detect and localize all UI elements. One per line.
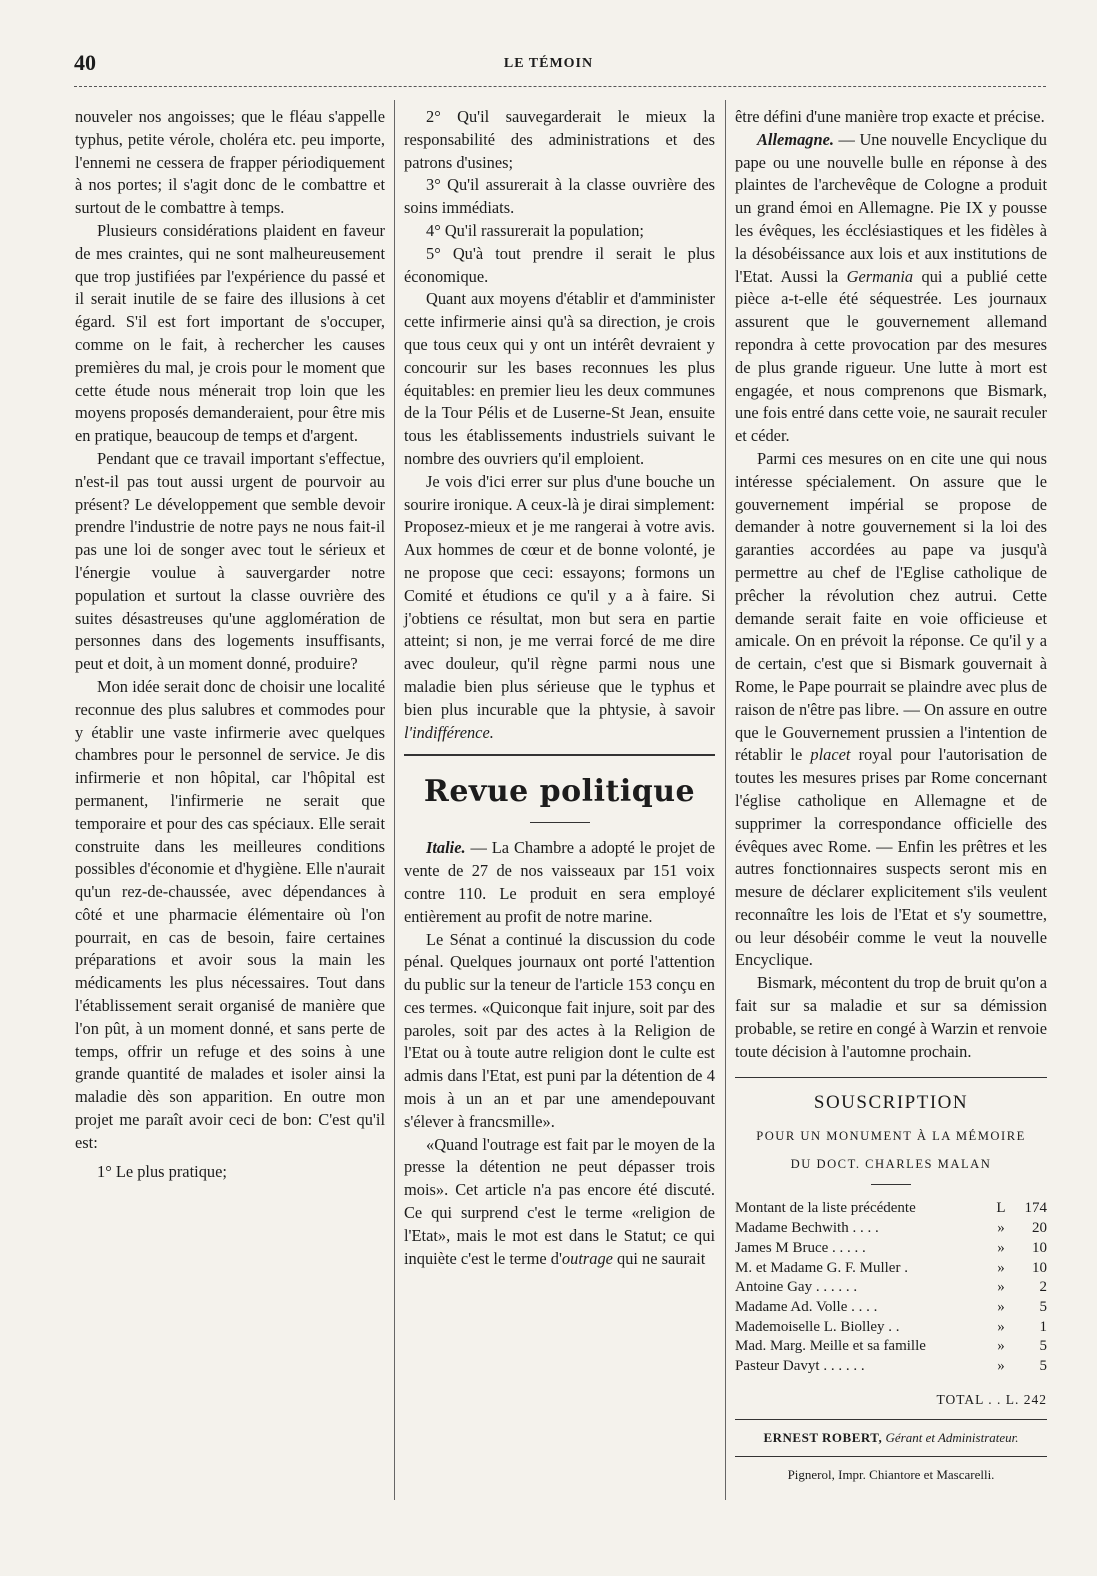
paragraph: 3° Qu'il assurerait à la classe ouvrière des soins immédiats.: [404, 175, 715, 218]
printer-credit: Pignerol, Impr. Chiantore et Mascarelli.: [787, 1466, 995, 1482]
subscription-list: [735, 1199, 1047, 1376]
paragraph-text: Parmi ces mesures on en cite une qui nous intéresse spécialement. On assure que le gouvernement impérial se propose de demander à notre gouvernement si la loi des garanties accordées au pape va jusqu'à permettre au chef de l'Eglise catholique de prêcher la révolution chez autrui. Cette demande serait faite en voie officieuse et amicale. On en prévoit la réponse. Ce qu'il y a de certain, c'est que si Bismark gouvernait à Rome, le Pape pourrait se plaindre avec plus de raison de n'être pas libre. — On assure en outre que le Gouvernement prussien a l'intention de rétablir le: [735, 448, 1047, 765]
donor-mark: L: [996, 1200, 1006, 1217]
paragraph: être défini d'une manière trop exacte et précise.: [735, 107, 1045, 126]
donor-mark: »: [997, 1358, 1005, 1375]
donor-name: James M Bruce . . . . .: [735, 1239, 866, 1256]
emphasis: outrage: [561, 1248, 613, 1268]
paragraph: Mon idée serait donc de choisir une localité reconnue des plus salubres et commodes pour y établir une vaste infirmerie avec quelques chambres pour le personnel de service. Je dis infirmerie et non hôpital, car l'hôpital est permanent, l'infirmerie ne serait que temporaire et pour des cas spéciaux. Elle serait construite dans les meilleures conditions possibles d'économie et d'hygiène. Elle n'aurait qu'un rez-de-chaussée, avec dépendances à côté et une pharmacie élémentaire où l'on pourrait, en cas de besoin, faire certaines préparations et avoir sous la main les médicaments les plus nécessaires. Tout dans l'établissement serait organisé de manière que l'on pût, à un moment donné, et sans perte de temps, offrir un refuge et des soins à une grande quantité de malades et isoler ainsi la maladie dès son apparition. En outre mon projet me paraît avoir ceci de bon: C'est qu'il est:: [75, 676, 385, 1152]
subscription-subtitle: POUR UN MONUMENT À LA MÉMOIRE: [756, 1129, 1026, 1144]
list-item: [735, 1298, 1047, 1318]
paragraph: 4° Qu'il rassurerait la population;: [426, 220, 644, 240]
donor-amount: 10: [1032, 1239, 1047, 1256]
column-3: [735, 106, 1047, 1485]
paragraph-text: «Quand l'outrage est fait par le moyen de la presse la détention ne peut dépasser trois mois». Cet article n'a pas encore été discuté. Ce qui surprend c'est le terme «religion de l'Etat», mais le mot est dans le Statut; ce qui inquiète c'est le terme d': [404, 1134, 715, 1268]
list-item: [735, 1239, 1047, 1259]
paragraph-text: qui a publié cette pièce a-t-elle été séquestrée. Les journaux assurent que le gouvernement allemand repondra à cette provocation par des mesures de plus grande rigueur. Une lutte à mort est engagée, et nous comprenons que Bismark, une fois entré dans cette voie, ne saurait reculer et céder.: [735, 266, 1048, 446]
paragraph-text: Je vois d'ici errer sur plus d'une bouche un sourire ironique. A ceux-là je dirai simplement: Proposez-mieux et je me rangerai à votre avis. Aux hommes de cœur et de bonne volonté, je ne propose que ceci: essayons; formons un Comité et étudions ce qu'il y a à faire. Si j'obtiens ce résultat, mon but sera en partie atteint; si non, je me verrai forcé de me dire avec douleur, qu'il règne parmi nous une maladie bien plus sérieuse que le typhus et bien plus incurable que la phtysie, à savoir: [404, 471, 715, 719]
paragraph: [735, 129, 1047, 448]
donor-amount: 2: [1039, 1279, 1047, 1296]
donor-name: Mademoiselle L. Biolley . .: [735, 1318, 900, 1335]
column-divider: [394, 100, 395, 1500]
list-item: [735, 1357, 1047, 1377]
paragraph-text: — Une nouvelle Encyclique du pape ou une nouvelle bulle en réponse à des plaintes de l'archevêque de Cologne a produit un grand émoi en Allemagne. Pie IX y pousse les évêques, les écclésiastiques et les fidèles à la désobéissance aux lois et aux institutions de l'Etat. Aussi la: [735, 129, 1047, 286]
donor-mark: »: [997, 1259, 1005, 1276]
title-rule: [530, 822, 590, 823]
subscription-title: SOUSCRIPTION: [813, 1092, 969, 1114]
list-item: [735, 1219, 1047, 1239]
donor-amount: 174: [1024, 1200, 1047, 1217]
donor-amount: 5: [1039, 1298, 1047, 1315]
donor-name: Mad. Marg. Meille et sa famille: [735, 1338, 926, 1355]
donor-mark: »: [997, 1318, 1005, 1335]
section-title: Revue politique: [423, 774, 696, 810]
emphasis: Germania: [846, 266, 914, 286]
list-item: [735, 1199, 1047, 1219]
section-rule: [735, 1077, 1047, 1078]
emphasis: placet: [810, 745, 851, 765]
donor-mark: »: [997, 1279, 1005, 1296]
donor-name: Pasteur Davyt . . . . . .: [735, 1358, 865, 1375]
article-end-rule: [404, 754, 715, 756]
paragraph: 2° Qu'il sauvegarderait le mieux la responsabilité des administrations et des patrons d'usines;: [404, 107, 715, 172]
manager-credit: [735, 1428, 1047, 1448]
donor-amount: 10: [1032, 1259, 1047, 1276]
donor-name: Montant de la liste précédente: [735, 1200, 916, 1217]
country-heading: Italie.: [426, 838, 466, 858]
paragraph: Pendant que ce travail important s'effectue, n'est-il pas tout aussi urgent de pourvoir au présent? Le développement que semble devoir prendre l'industrie de notre pays ne nous fait-il pas une loi de songer avec tout le sérieux et l'énergie voulue à sauvergarder notre population et surtout la classe ouvrière des suites désastreuses qu'une agglomération de personnes dans des logements insuffisants, peut et doit, à un moment donné, produire?: [75, 448, 385, 674]
donor-name: Madame Bechwith . . . .: [735, 1220, 879, 1237]
column-divider: [725, 100, 726, 1500]
list-item: [735, 1278, 1047, 1298]
subscription-subtitle: DU DOCT. CHARLES MALAN: [790, 1157, 992, 1172]
donor-name: Madame Ad. Volle . . . .: [735, 1298, 878, 1315]
footer-rule: [735, 1456, 1047, 1457]
list-item: [735, 1318, 1047, 1338]
page-number: 40: [74, 50, 96, 75]
donor-name: Antoine Gay . . . . . .: [735, 1279, 858, 1296]
list-item: [735, 1259, 1047, 1279]
paragraph: Le Sénat a continué la discussion du code pénal. Quelques journaux ont porté l'attention du public sur la teneur de l'article 153 conçu en ces termes. «Quiconque fait injure, soit par des paroles, soit par des actes à la Religion de l'Etat ou à toute autre religion dont le culte est admis dans l'Etat, est puni par la détention de 4 mois à un an et par une amendepouvant s'élever à francsmille».: [404, 929, 715, 1131]
donor-mark: »: [997, 1338, 1005, 1355]
paragraph-text: qui ne saurait: [612, 1248, 706, 1268]
donor-amount: 5: [1039, 1358, 1047, 1375]
donor-amount: 20: [1032, 1220, 1047, 1237]
paragraph: Plusieurs considérations plaident en faveur de mes craintes, qui ne sont malheureusement que trop justifiées par l'expérience du passé et il serait inutile de se faire des illusions à cet égard. S'il est fort important de s'occuper, comme on le fait, à rechercher les causes premières du mal, je crois pour le moment que cette étude nous ménerait trop loin que les moyens proposés demanderaient, pour être mis en pratique, beaucoup de temps et d'argent.: [75, 220, 385, 446]
header-rule: [74, 86, 1046, 87]
paragraph: 5° Qu'à tout prendre il serait le plus économique.: [404, 243, 715, 286]
running-head: LE TÉMOIN: [503, 56, 594, 71]
donor-name: M. et Madame G. F. Muller .: [735, 1259, 908, 1276]
list-item: [735, 1337, 1047, 1357]
donor-mark: »: [997, 1220, 1005, 1237]
subscription-total: TOTAL . . L. 242: [936, 1391, 1047, 1407]
donor-mark: »: [997, 1239, 1005, 1256]
column-1: [75, 106, 385, 1183]
column-2: [404, 106, 715, 1270]
paragraph-text: royal pour l'autorisation de toutes les mesures prises par Rome concernant l'église catholique en Allemagne et de supprimer la correspondance officielle des évêques avec Rome. — Enfin les prêtres et les autres fonctionnaires suspects seront mis en mesure de déclarer explicitement s'ils veulent reconnaître les lois de l'Etat et s'y soumettre, ou leur désobéir comme le veut la nouvelle Encyclique.: [735, 745, 1047, 970]
paragraph: [404, 1134, 715, 1271]
paragraph: [735, 448, 1047, 972]
manager-name: ERNEST ROBERT,: [763, 1429, 883, 1445]
paragraph: Quant aux moyens d'établir et d'amminister cette infirmerie ainsi qu'à sa direction, je crois que tous ceux qui y ont un intérêt devraient y concourir sur les bases reconnues les plus équitables: en premier lieu les deux communes de la Tour Pélis et de Luserne-St Jean, ensuite tous les établissements industriels suivant le nombre des ouvriers qu'il emploient.: [404, 289, 715, 468]
paragraph: 1° Le plus pratique;: [97, 1161, 227, 1181]
paragraph: nouveler nos angoisses; que le fléau s'appelle typhus, petite vérole, choléra etc. peu importe, l'ennemi ne cessera de frapper périodiquement à nos portes; il s'agit donc de le combattre et surtout de le combattre à temps.: [75, 107, 385, 218]
emphasis: l'indifférence.: [404, 722, 494, 742]
donor-amount: 1: [1039, 1318, 1047, 1335]
paragraph-text: — La Chambre a adopté le projet de vente de 27 de nos vaisseaux par 151 voix contre 110. Le produit en sera employé entièrement au profit de notre marine.: [404, 838, 715, 926]
donor-amount: 5: [1039, 1338, 1047, 1355]
country-heading: Allemagne.: [757, 129, 834, 149]
paragraph: [404, 837, 715, 928]
footer-rule: [735, 1419, 1047, 1420]
paragraph: [404, 471, 715, 745]
manager-role: Gérant et Administrateur.: [882, 1429, 1019, 1445]
donor-mark: »: [997, 1298, 1005, 1315]
paragraph: Bismark, mécontent du trop de bruit qu'on a fait sur sa maladie et sur sa démission probable, se retire en congé à Warzin et renvoie toute décision à l'automne prochain.: [735, 973, 1047, 1061]
short-rule: [871, 1184, 911, 1185]
